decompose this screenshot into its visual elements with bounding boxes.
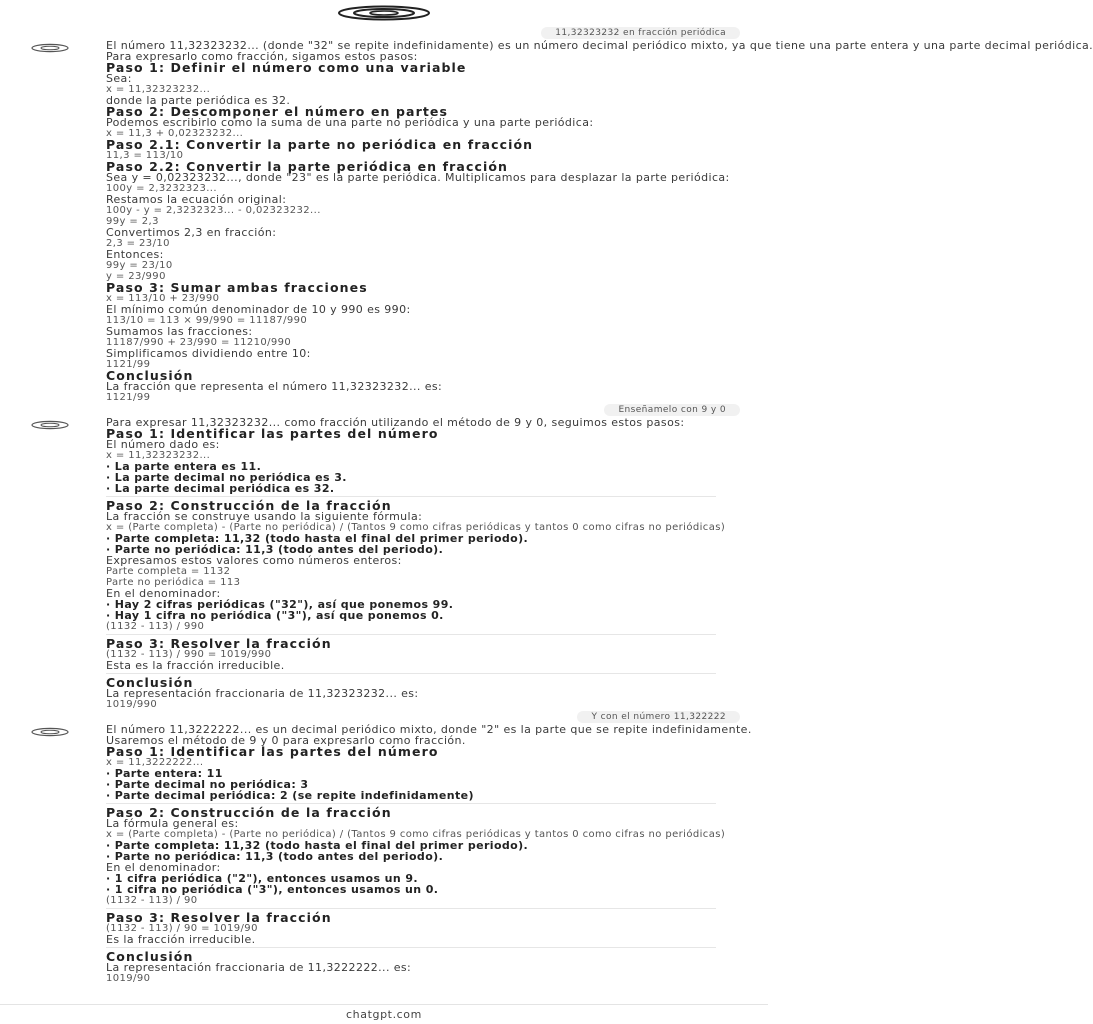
math-line: (1132 - 113) / 90 = 1019/90 (106, 923, 258, 934)
paragraph-line: Esta es la fracción irreducible. (106, 659, 285, 672)
section-heading: Paso 3: Resolver la fracción (106, 636, 332, 651)
paragraph-line: La representación fraccionaria de 11,3222222... es: (106, 961, 412, 974)
user-message-row (0, 403, 768, 417)
list-item: · 1 cifra periódica ("2"), entonces usamos un 9. (106, 872, 418, 885)
assistant-message (0, 724, 768, 984)
list-item: · Parte decimal periódica: 2 (se repite indefinidamente) (106, 789, 474, 802)
section-heading: Paso 1: Definir el número como una variable (106, 60, 467, 75)
math-line: x = 11,32323232... (106, 84, 211, 95)
math-line: 11,3 = 113/10 (106, 150, 184, 161)
paragraph-line: La fórmula general es: (106, 817, 239, 830)
list-item: · La parte entera es 11. (106, 460, 262, 473)
paragraph-line: La fracción se construye usando la siguiente fórmula: (106, 510, 423, 523)
list-item: · Parte decimal no periódica: 3 (106, 778, 309, 791)
list-item: · Parte completa: 11,32 (todo hasta el final del primer periodo). (106, 532, 529, 545)
math-line: y = 23/990 (106, 271, 166, 282)
paragraph-line: Expresamos estos valores como números enteros: (106, 554, 402, 567)
section-divider (106, 496, 716, 497)
list-item: · La parte decimal no periódica es 3. (106, 471, 347, 484)
math-line: (1132 - 113) / 90 (106, 895, 198, 906)
math-line: x = (Parte completa) - (Parte no periódica) / (Tantos 9 como cifras periódicas y tantos 0 como cifras no periódicas) (106, 829, 726, 840)
math-line: 1121/99 (106, 359, 151, 370)
section-divider (106, 673, 716, 674)
section-divider (106, 947, 716, 948)
math-line: (1132 - 113) / 990 (106, 621, 205, 632)
section-heading: Paso 2: Construcción de la fracción (106, 498, 392, 513)
math-line: 99y = 2,3 (106, 216, 159, 227)
paragraph-line: El número 11,32323232... (donde "32" se repite indefinidamente) es un número decimal periódico mixto, ya que tiene una parte entera y una parte decimal periódica. (106, 39, 1093, 52)
assistant-avatar-icon (30, 43, 70, 53)
math-line: x = 11,3 + 0,02323232... (106, 128, 244, 139)
paragraph-line: Convertimos 2,3 en fracción: (106, 226, 277, 239)
math-line: 100y - y = 2,3232323... - 0,02323232... (106, 205, 321, 216)
paragraph-line: Simplificamos dividiendo entre 10: (106, 347, 311, 360)
paragraph-line: Restamos la ecuación original: (106, 193, 287, 206)
paragraph-line: Entonces: (106, 248, 164, 261)
assistant-avatar-icon (30, 727, 70, 737)
paragraph-line: Sea: (106, 72, 132, 85)
paragraph-line: Para expresarlo como fracción, sigamos estos pasos: (106, 50, 418, 63)
math-line: 99y = 23/10 (106, 260, 173, 271)
user-message-row (0, 26, 768, 40)
math-line: 100y = 2,3232323... (106, 183, 217, 194)
paragraph-line: En el denominador: (106, 587, 221, 600)
math-line: 1019/990 (106, 699, 158, 710)
section-heading: Paso 1: Identificar las partes del número (106, 744, 439, 759)
math-line: x = 11,32323232... (106, 450, 211, 461)
section-heading: Paso 2.2: Convertir la parte periódica en fracción (106, 159, 509, 174)
paragraph-line: Es la fracción irreducible. (106, 933, 256, 946)
math-line: 2,3 = 23/10 (106, 238, 170, 249)
list-item: · Parte entera: 11 (106, 767, 223, 780)
user-message: 11,32323232 en fracción periódica (541, 27, 740, 39)
section-divider (106, 634, 716, 635)
paragraph-line: El mínimo común denominador de 10 y 990 es 990: (106, 303, 411, 316)
section-heading: Conclusión (106, 368, 194, 383)
section-divider (106, 908, 716, 909)
user-message: Enseñamelo con 9 y 0 (604, 404, 740, 416)
section-heading: Paso 3: Resolver la fracción (106, 910, 332, 925)
user-message-row (0, 710, 768, 724)
assistant-message (0, 417, 768, 710)
user-message: Y con el número 11,322222 (577, 711, 740, 723)
list-item: · Hay 2 cifras periódicas ("32"), así que ponemos 99. (106, 598, 454, 611)
math-line: 1019/90 (106, 973, 151, 984)
math-line: (1132 - 113) / 990 = 1019/990 (106, 649, 272, 660)
section-divider (106, 803, 716, 804)
math-line: x = (Parte completa) - (Parte no periódica) / (Tantos 9 como cifras periódicas y tantos 0 como cifras no periódicas) (106, 522, 726, 533)
paragraph-line: La fracción que representa el número 11,32323232... es: (106, 380, 443, 393)
paragraph-line: En el denominador: (106, 861, 221, 874)
paragraph-line: donde la parte periódica es 32. (106, 94, 291, 107)
list-item: · Hay 1 cifra no periódica ("3"), así que ponemos 0. (106, 609, 444, 622)
list-item: · Parte no periódica: 11,3 (todo antes del periodo). (106, 543, 444, 556)
paragraph-line: El número 11,3222222... es un decimal periódico mixto, donde "2" es la parte que se repite indefinidamente. (106, 723, 752, 736)
paragraph-line: Sea y = 0,02323232..., donde "23" es la parte periódica. Multiplicamos para desplazar la parte periódica: (106, 171, 730, 184)
chatgpt-logo-icon (337, 5, 431, 21)
assistant-message (0, 39, 1093, 403)
math-line: 1121/99 (106, 392, 151, 403)
paragraph-line: La representación fraccionaria de 11,32323232... es: (106, 687, 419, 700)
section-heading: Paso 1: Identificar las partes del número (106, 426, 439, 441)
footer-divider (0, 1004, 768, 1005)
paragraph-line: El número dado es: (106, 438, 220, 451)
math-line: Parte no periódica = 113 (106, 577, 241, 588)
list-item: · Parte completa: 11,32 (todo hasta el final del primer periodo). (106, 839, 529, 852)
section-heading: Conclusión (106, 949, 194, 964)
assistant-avatar-icon (30, 420, 70, 430)
section-heading: Paso 2.1: Convertir la parte no periódica en fracción (106, 137, 534, 152)
math-line: 11187/990 + 23/990 = 11210/990 (106, 337, 292, 348)
math-line: 113/10 = 113 × 99/990 = 11187/990 (106, 315, 308, 326)
math-line: x = 11,3222222... (106, 757, 204, 768)
list-item: · Parte no periódica: 11,3 (todo antes del periodo). (106, 850, 444, 863)
conversation-thread (0, 26, 1093, 984)
paragraph-line: Podemos escribirlo como la suma de una parte no periódica y una parte periódica: (106, 116, 594, 129)
section-heading: Conclusión (106, 675, 194, 690)
section-heading: Paso 3: Sumar ambas fracciones (106, 280, 368, 295)
chatgpt-logo[interactable] (337, 5, 431, 21)
paragraph-line: Usaremos el método de 9 y 0 para expresarlo como fracción. (106, 734, 466, 747)
math-line: Parte completa = 1132 (106, 566, 231, 577)
math-line: x = 113/10 + 23/990 (106, 293, 220, 304)
paragraph-line: Para expresar 11,32323232... como fracción utilizando el método de 9 y 0, seguimos estos pasos: (106, 416, 685, 429)
paragraph-line: Sumamos las fracciones: (106, 325, 253, 338)
footer-domain[interactable]: chatgpt.com (346, 1008, 422, 1021)
section-heading: Paso 2: Descomponer el número en partes (106, 104, 449, 119)
section-heading: Paso 2: Construcción de la fracción (106, 805, 392, 820)
list-item: · La parte decimal periódica es 32. (106, 482, 335, 495)
list-item: · 1 cifra no periódica ("3"), entonces usamos un 0. (106, 883, 439, 896)
